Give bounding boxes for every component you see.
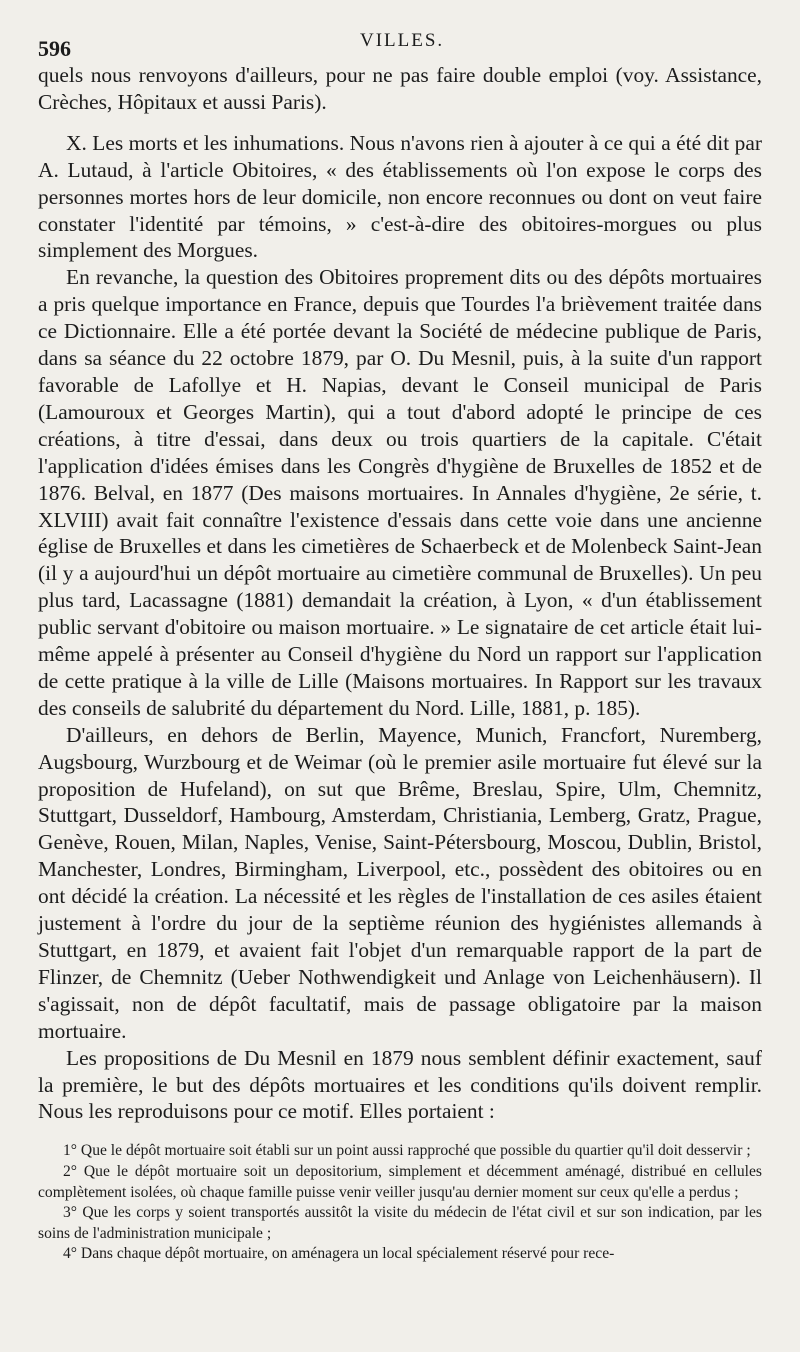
paragraph: En revanche, la question des Obitoires proprement dits ou des dépôts mortuaires a pris quelque importance en France, depuis que Tourdes l'a brièvement traitée dans ce Dictionnaire. Elle a été portée devant la Société de médecine publique de Paris, dans sa séance du 22 octobre 1879, par O. Du Mesnil, puis, à la suite d'un rapport favorable de Lafollye et H. Napias, devant le Conseil municipal de Paris (Lamouroux et Georges Martin), qui a tout d'abord adopté le principe de ces créations, à titre d'essai, dans deux ou trois quartiers de la capitale. C'était l'application d'idées émises dans les Congrès d'hygiène de Bruxelles de 1852 et de 1876. Belval, en 1877 (Des maisons mortuaires. In Annales d'hygiène, 2e série, t. XLVIII) avait fait connaître l'existence d'essais dans cette voie dans une ancienne église de Bruxelles et dans les cimetières de Schaerbeck et de Molenbeck Saint-Jean (il y a aujourd'hui un dépôt mortuaire au cimetière communal de Bruxelles). Un peu plus tard, Lacassagne (1881) demandait la création, à Lyon, « d'un établissement public servant d'obitoire ou maison mortuaire. » Le signataire de cet article était lui-même appelé à présenter au Conseil d'hygiène du Nord un rapport sur l'application de cette pratique à la ville de Lille (Maisons mortuaires. In Rapport sur les travaux des conseils de salubrité du département du Nord. Lille, 1881, p. 185).: [38, 265, 762, 720]
section-x-paragraph: X. Les morts et les inhumations. Nous n'avons rien à ajouter à ce qui a été dit par A. Lutaud, à l'article Obitoires, « des établissements où l'on expose le corps des personnes mortes hors de leur domicile, non encore reconnues ou dont on veut faire constater l'identité par témoins, » c'est-à-dire des obitoires-morgues ou plus simplement des Morgues.: [38, 130, 762, 263]
paragraph: Les propositions de Du Mesnil en 1879 nous semblent définir exactement, sauf la première, le but des dépôts mortuaires et les conditions qu'ils doivent remplir. Nous les reproduisons pour ce motif. Elles portaient :: [38, 1045, 762, 1124]
running-head: VILLES.: [360, 30, 445, 51]
proposal-item: 1° Que le dépôt mortuaire soit établi sur un point aussi rapproché que possible du quartier qu'il doit desservir ;: [63, 1142, 751, 1160]
proposal-item: 3° Que les corps y soient transportés aussitôt la visite du médecin de l'état civil et sur son indication, par les soins de l'administration municipale ;: [38, 1204, 762, 1242]
page-number: 596: [38, 36, 71, 61]
paragraph: quels nous renvoyons d'ailleurs, pour ne pas faire double emploi (voy. Assistance, Crèches, Hôpitaux et aussi Paris).: [38, 63, 762, 114]
proposal-item: 4° Dans chaque dépôt mortuaire, on aménagera un local spécialement réservé pour rece-: [63, 1245, 615, 1263]
paragraph: D'ailleurs, en dehors de Berlin, Mayence, Munich, Francfort, Nuremberg, Augsbourg, Wurzbourg et de Weimar (où le premier asile mortuaire fut élevé sur la proposition de Hufeland), on sut que Brême, Breslau, Spire, Ulm, Chemnitz, Stuttgart, Dusseldorf, Hambourg, Amsterdam, Christiania, Lemberg, Gratz, Prague, Genève, Rouen, Milan, Naples, Venise, Saint-Pétersbourg, Moscou, Dublin, Bristol, Manchester, Londres, Birmingham, Liverpool, etc., possèdent des obitoires ou en ont décidé la création. La nécessité et les règles de l'installation de ces asiles étaient justement à l'ordre du jour de la septième réunion des hygiénistes allemands à Stuttgart, en 1879, et avaient fait l'objet d'un remarquable rapport de la part de Flinzer, de Chemnitz (Ueber Nothwendigkeit und Anlage von Leichenhäusern). Il s'agissait, non de dépôt facultatif, mais de passage obligatoire par la maison mortuaire.: [38, 722, 762, 1043]
numbered-proposals: [38, 1141, 762, 1265]
proposal-item: 2° Que le dépôt mortuaire soit un depositorium, simplement et décemment aménagé, distribué en cellules complètement isolées, où chaque famille puisse venir veiller jusqu'au dernier moment sur ceux qu'elle a perdus ;: [38, 1162, 762, 1201]
page-header: [38, 30, 762, 62]
body-text: [38, 62, 762, 1125]
